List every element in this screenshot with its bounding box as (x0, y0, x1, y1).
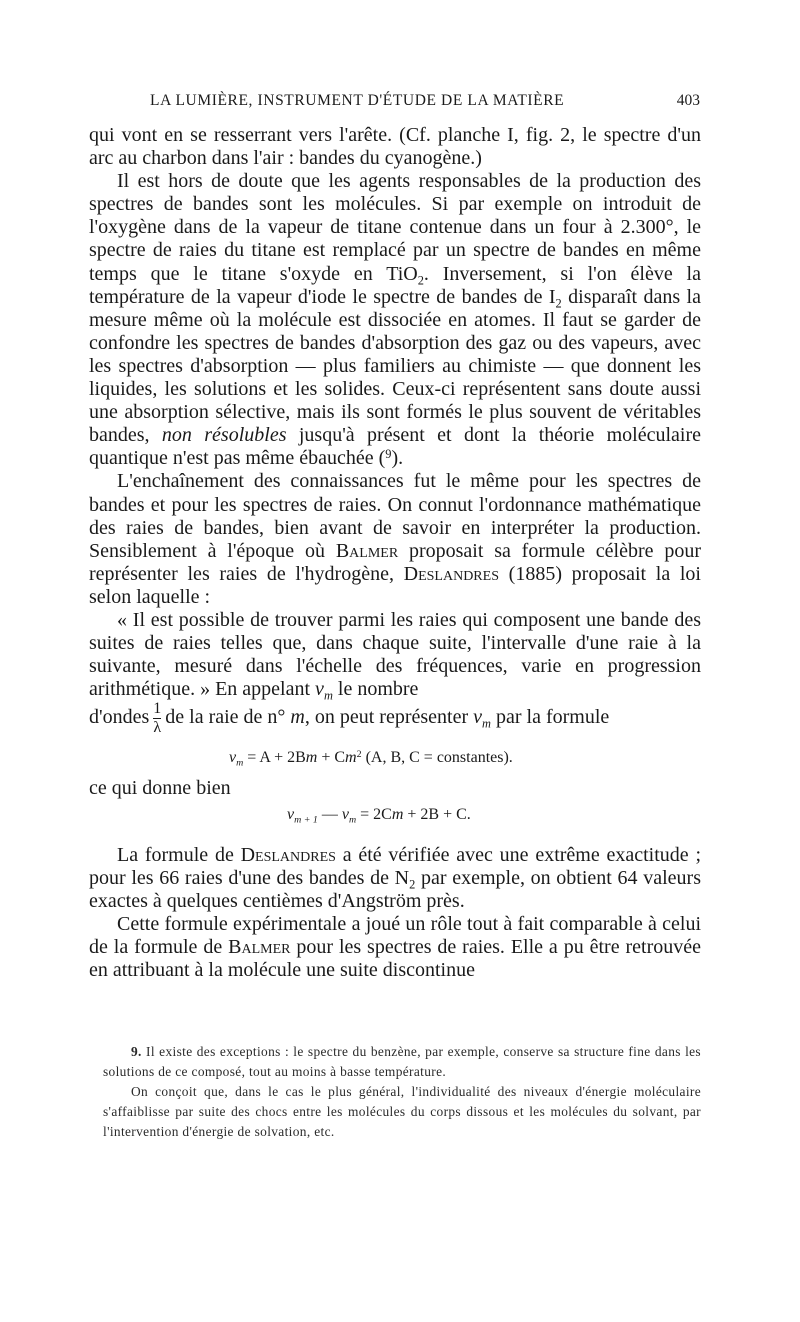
footnotes (103, 1042, 701, 1142)
subscript: m (323, 688, 333, 703)
subscript: m + 1 (294, 814, 318, 825)
p7-text-b: a été vérifiée avec une extrême exactitude ; pour les 66 raies d'une des bandes de N (89, 843, 701, 889)
math-var: v (473, 706, 483, 729)
subscript: 2 (409, 877, 416, 892)
footnote-9 (103, 1042, 701, 1082)
superscript: 2 (356, 749, 362, 761)
p2-text-c: disparaît dans la mesure même où la molécule est dissociée en atomes. Il faut se garder de confondre les spectres de bandes d'absorption des gaz ou des vapeurs, avec les spectres d'absorption — plus familiers au chimiste — que donnent les liquides, les solutions et les solides. Ceux-ci représentent sans doute aussi une absorption sélective, mais ils sont formés le plus souvent de véritables bandes, (89, 285, 701, 447)
paragraph-1: qui vont en se resserrant vers l'arête. (Cf. planche I, fig. 2, le spectre d'un arc au charbon dans l'air : bandes du cyanogène.) (89, 124, 701, 170)
subscript: m (348, 814, 357, 825)
p2-text-e: ). (391, 447, 404, 470)
formula-1 (229, 746, 701, 769)
subscript: 2 (417, 272, 424, 287)
math-var: v (315, 678, 324, 701)
math-var: m (345, 749, 357, 767)
p2-text-a: Il est hors de doute que les agents responsables de la production des spectres de bandes sont les molécules. Si par exemple on introduit de l'oxygène dans de la vapeur de titane contenue dans un four à 2.300°, le spectre de raies du titane est remplacé par un spectre de bandes en même temps que le titane s'oxyde en TiO (89, 170, 701, 285)
p2-text-d: jusqu'à présent et dont la théorie moléculaire quantique n'est pas même ébauchée ( (89, 424, 701, 470)
fraction-numerator: 1 (153, 700, 162, 718)
paragraph-5 (89, 701, 701, 736)
p4-text-b: le nombre (332, 678, 419, 701)
formula-text: + C (317, 749, 346, 767)
author-name: Deslandres (403, 562, 499, 585)
author-name: Deslandres (240, 843, 336, 866)
math-var: m (290, 706, 305, 729)
paragraph-4 (89, 609, 701, 701)
formula-text: + 2B + C. (403, 805, 471, 823)
subscript: m (236, 757, 244, 769)
fraction-denominator: λ (153, 719, 162, 737)
formula-text: (A, B, C = constantes). (361, 749, 513, 767)
p3-text-a: L'enchaînement des connaissances fut le même pour les spectres de bandes et pour les spectres de raies. On connut l'ordonnance mathématique des raies de bandes, bien avant de savoir en interpréter la production. Sensiblement à l'époque où (89, 470, 701, 562)
formula-text: — (317, 805, 342, 823)
italic-text: non résolubles (161, 424, 287, 447)
math-var: v (229, 749, 237, 767)
p5-text-b: de la raie de n° (165, 706, 291, 729)
math-var: m (391, 805, 404, 823)
p7-text-c: par exemple, on obtient 64 valeurs exactes à quelques centièmes d'Angström près. (89, 866, 701, 912)
p3-text-b: proposait sa formule célèbre pour représenter les raies de l'hydrogène, (89, 539, 701, 585)
p8-text-b: pour les spectres de raies. Elle a pu être retrouvée en attribuant à la molécule une suite discontinue (89, 936, 702, 982)
paragraph-7 (89, 844, 701, 913)
formula-text: = A + 2B (243, 749, 306, 767)
p5-text-c: , on peut représenter (304, 706, 474, 729)
p7-text-a: La formule de (117, 843, 241, 866)
p2-text-b: . Inversement, si l'on élève la température de la vapeur d'iode le spectre de bandes de I (89, 262, 701, 308)
footnote-number: 9. (131, 1044, 142, 1059)
footnote-ref[interactable]: 9 (385, 447, 392, 462)
author-name: Balmer (335, 539, 399, 562)
paragraph-3 (89, 470, 701, 609)
fraction (153, 701, 161, 736)
subscript: 2 (555, 295, 562, 310)
author-name: Balmer (228, 936, 291, 958)
math-var: v (287, 805, 295, 823)
subscript: m (482, 716, 491, 731)
math-var: v (341, 805, 349, 823)
p5-text-d: par la formule (490, 706, 610, 729)
footnote-9-continued: On conçoit que, dans le cas le plus général, l'individualité des niveaux d'énergie moléculaire s'affaiblisse par suite des chocs entre les molécules du corps dissous et les molécules du solvant, par l'intervention d'énergie de solvation, etc. (103, 1084, 701, 1139)
math-var: m (305, 749, 318, 767)
p5-text-a: d'ondes (89, 706, 150, 729)
paragraph-6: ce qui donne bien (89, 777, 231, 800)
paragraph-2 (89, 170, 701, 470)
p3-text-c: (1885) proposait la loi selon laquelle : (89, 562, 701, 608)
formula-2 (287, 803, 701, 826)
p4-text-a: « Il est possible de trouver parmi les raies qui composent une bande des suites de raies telles que, dans chaque suite, l'intervalle d'une raie à la suivante, mesuré dans l'échelle des fréquences, varie en progression arithmétique. » En appelant (89, 608, 701, 701)
page-number: 403 (676, 92, 700, 109)
p8-text-a: Cette formule expérimentale a joué un rôle tout à fait comparable à celui de la formule de (89, 912, 701, 958)
body-text (89, 124, 701, 982)
footnote-text: Il existe des exceptions : le spectre du benzène, par exemple, conserve sa structure fine dans les solutions de ce composé, tout au moins à basse température. (103, 1044, 701, 1079)
formula-text: = 2C (356, 805, 392, 823)
running-head (150, 92, 700, 116)
running-title: LA LUMIÈRE, INSTRUMENT D'ÉTUDE DE LA MATIÈRE (150, 92, 565, 109)
paragraph-8 (89, 913, 701, 982)
